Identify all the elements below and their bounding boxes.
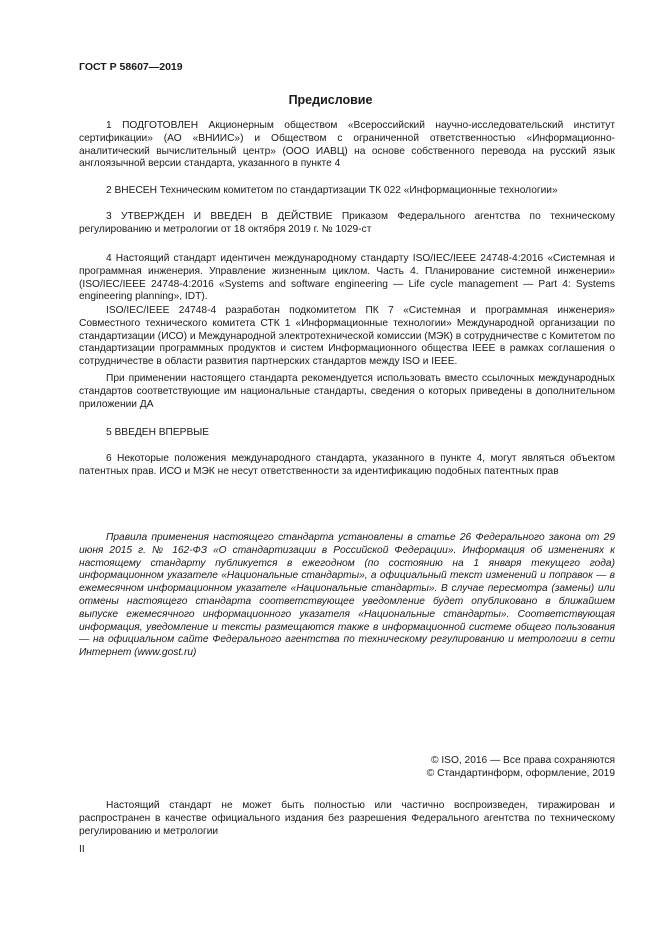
document-id: ГОСТ Р 58607—2019 bbox=[79, 61, 183, 73]
paragraph-4-organization: ISO/IEC/IEEE 24748-4 разработан подкомитетом ПК 7 «Системная и программная инженерия» Совместного технического комитета СТК 1 «Информационные технологии» Международной организации по стандартизации (ИСО) и Международной электротехнической комиссии (МЭК) в сотрудничестве с Комитетом по стандартизации программных продуктов и систем Информационного общества IEEE в рамках соглашения о сотрудничестве в области развития партнерских стандартов между ISO и IEEE. bbox=[79, 305, 615, 368]
paragraph-2: 2 ВНЕСЕН Техническим комитетом по стандартизации ТК 022 «Информационные технологии» bbox=[106, 185, 558, 196]
page-number: II bbox=[79, 844, 85, 855]
paragraph-1: 1 ПОДГОТОВЛЕН Акционерным обществом «Всероссийский научно-исследовательский институт сертификации» (АО «ВНИИС») и Обществом с ограниченной ответственностью «Информационно-аналитический вычислительный центр» (ООО ИАВЦ) на основе собственного перевода на русский язык англоязычной версии стандарта, указанного в пункте 4 bbox=[79, 120, 615, 170]
paragraph-4-application: При применении настоящего стандарта рекомендуется использовать вместо ссылочных международных стандартов соответствующие им национальные стандарты, сведения о которых приведены в дополнительном приложении ДА bbox=[79, 373, 615, 410]
paragraph-6: 6 Некоторые положения международного стандарта, указанного в пункте 4, могут являться объектом патентных прав. ИСО и МЭК не несут ответственности за идентификацию подобных патентных прав bbox=[79, 453, 615, 477]
page-title: Предисловие bbox=[288, 93, 373, 107]
copyright-iso: © ISO, 2016 — Все права сохраняются bbox=[431, 755, 615, 766]
paragraph-5: 5 ВВЕДЕН ВПЕРВЫЕ bbox=[106, 427, 210, 438]
reproduction-notice: Настоящий стандарт не может быть полностью или частично воспроизведен, тиражирован и распространен в качестве официального издания без разрешения Федерального агентства по техническому регулированию и метрологии bbox=[79, 800, 615, 837]
paragraph-4: 4 Настоящий стандарт идентичен международному стандарту ISO/IEC/IEEE 24748-4:2016 «Системная и программная инженерия. Управление жизненным циклом. Часть 4. Планирование системной инженерии» (ISO/IEC/IEEE 24748-4:2016 «Systems and software engineering — Life cycle management — Part 4: Systems engineering planning», IDT). bbox=[79, 253, 615, 303]
legal-notice: Правила применения настоящего стандарта установлены в статье 26 Федерального закона от 29 июня 2015 г. № 162-ФЗ «О стандартизации в Российской Федерации». Информация об изменениях к настоящему стандарту публикуется в ежегодном (по состоянию на 1 января текущего года) информационном указателе «Национальные стандарты», а официальный текст изменений и поправок — в ежемесячном информационном указателе «Национальные стандарты». В случае пересмотра (замены) или отмены настоящего стандарта соответствующее уведомление будет опубликовано в ближайшем выпуске ежемесячного информационного указателя «Национальные стандарты». Соответствующая информация, уведомление и тексты размещаются также в информационной системе общего пользования — на официальном сайте Федерального агентства по техническому регулированию и метрологии в сети Интернет (www.gost.ru) bbox=[79, 532, 615, 659]
copyright-standartinform: © Стандартинформ, оформление, 2019 bbox=[426, 768, 615, 779]
paragraph-3: 3 УТВЕРЖДЕН И ВВЕДЕН В ДЕЙСТВИЕ Приказом Федерального агентства по техническому регулированию и метрологии от 18 октября 2019 г. № 1029-ст bbox=[79, 211, 615, 235]
